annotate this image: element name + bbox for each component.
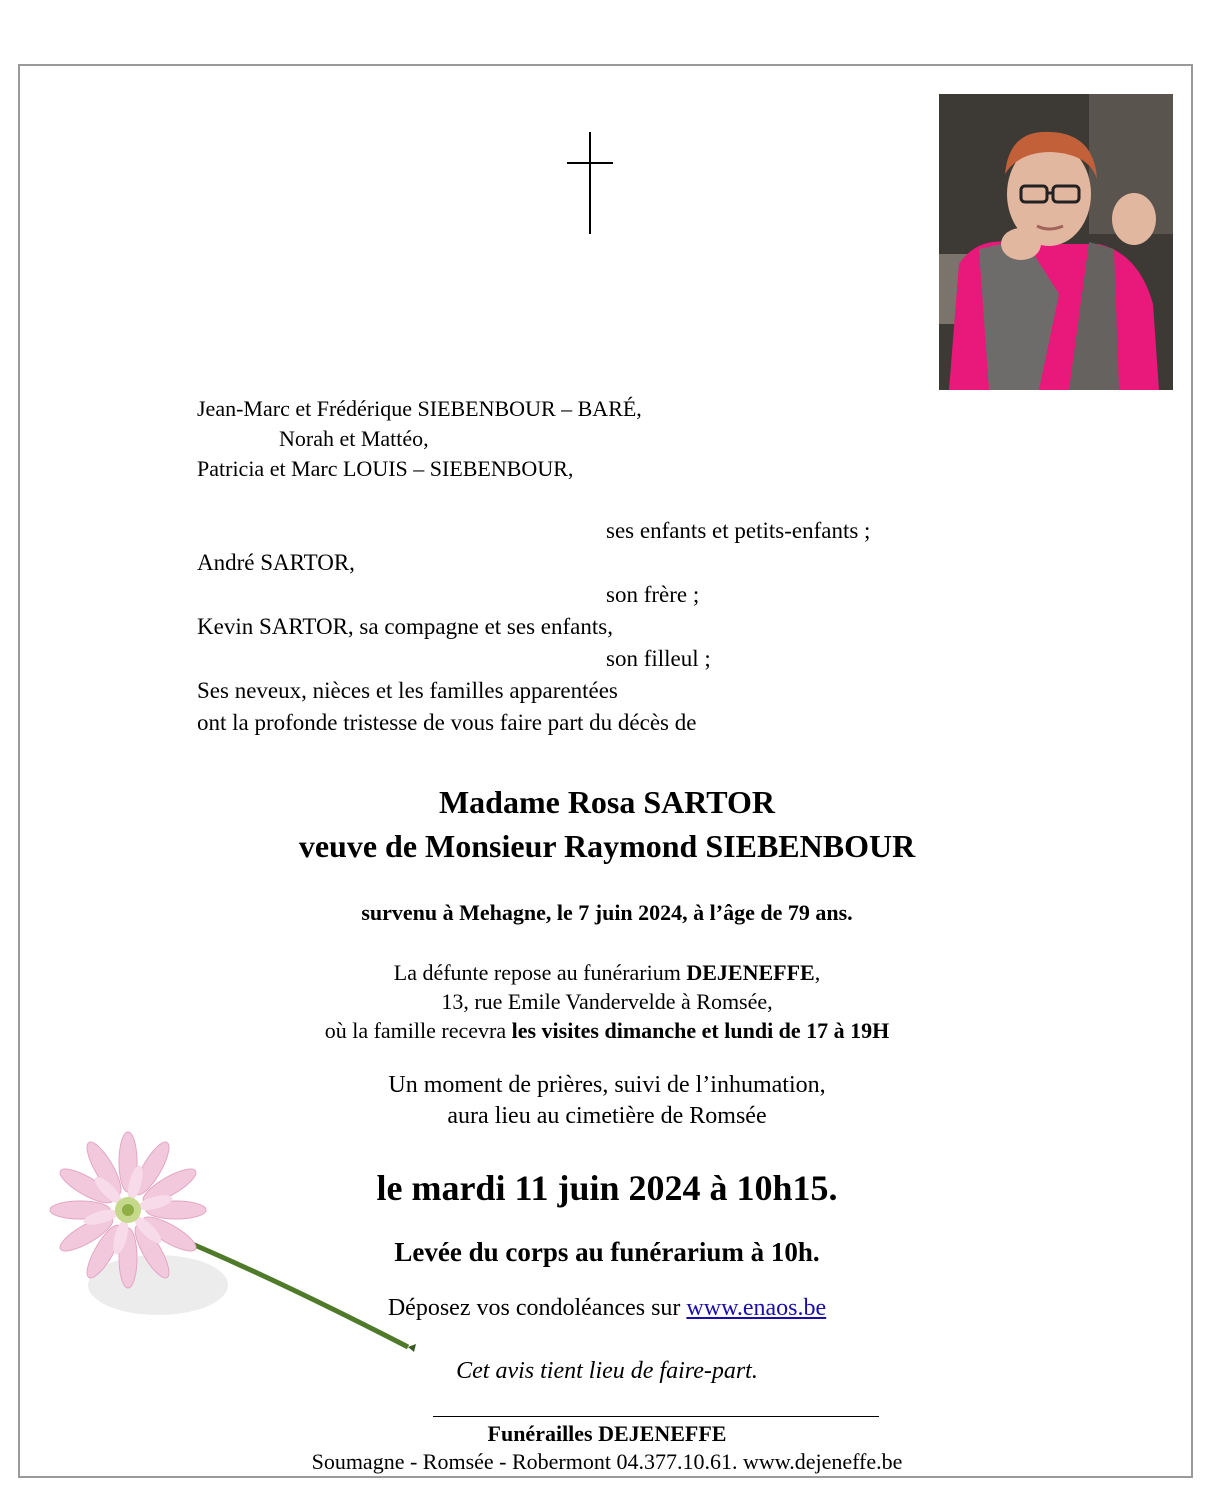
family-line-5: Kevin SARTOR, sa compagne et ses enfants, [197, 614, 613, 639]
ceremony-line-2: aura lieu au cimetière de Romsée [447, 1103, 767, 1129]
rest-line-3: où la famille recevra les visites dimanche et lundi de 17 à 19H [324, 1018, 890, 1043]
enaos-link[interactable]: www.enaos.be [686, 1295, 827, 1321]
notice-text: Cet avis tient lieu de faire-part. [456, 1358, 758, 1384]
family-line-6: Ses neveux, nièces et les familles apparentées [197, 678, 618, 703]
deceased-name: Madame Rosa SARTOR [438, 784, 776, 820]
portrait-photo [939, 94, 1173, 390]
condolences-line: Déposez vos condoléances sur www.enaos.be [387, 1295, 827, 1321]
family-line-4: André SARTOR, [197, 550, 355, 575]
death-details: survenu à Mehagne, le 7 juin 2024, à l’âge de 79 ans. [361, 900, 853, 925]
family-line-7: ont la profonde tristesse de vous faire part du décès de [197, 710, 697, 735]
levee-du-corps: Levée du corps au funérarium à 10h. [394, 1237, 820, 1267]
relation-godson: son filleul ; [606, 646, 711, 671]
ceremony-date: le mardi 11 juin 2024 à 10h15. [376, 1168, 838, 1208]
rest-line-1: La défunte repose au funérarium DEJENEFFE, [393, 960, 821, 985]
footer-contact: Soumagne - Romsée - Robermont 04.377.10.61. www.dejeneffe.be [311, 1449, 903, 1474]
family-line-2: Norah et Mattéo, [279, 426, 429, 451]
relation-brother: son frère ; [606, 582, 700, 607]
relation-children: ses enfants et petits-enfants ; [606, 518, 871, 543]
footer-divider [433, 1416, 879, 1417]
footer-company: Funérailles DEJENEFFE [487, 1421, 727, 1446]
rest-line-2: 13, rue Emile Vandervelde à Romsée, [441, 989, 773, 1014]
ceremony-line-1: Un moment de prières, suivi de l’inhumation, [388, 1072, 826, 1098]
family-line-3: Patricia et Marc LOUIS – SIEBENBOUR, [197, 456, 574, 481]
family-line-1: Jean-Marc et Frédérique SIEBENBOUR – BARÉ, [197, 396, 642, 421]
cross-icon [565, 132, 615, 234]
flower-icon [48, 1125, 418, 1365]
deceased-spouse: veuve de Monsieur Raymond SIEBENBOUR [298, 828, 916, 864]
